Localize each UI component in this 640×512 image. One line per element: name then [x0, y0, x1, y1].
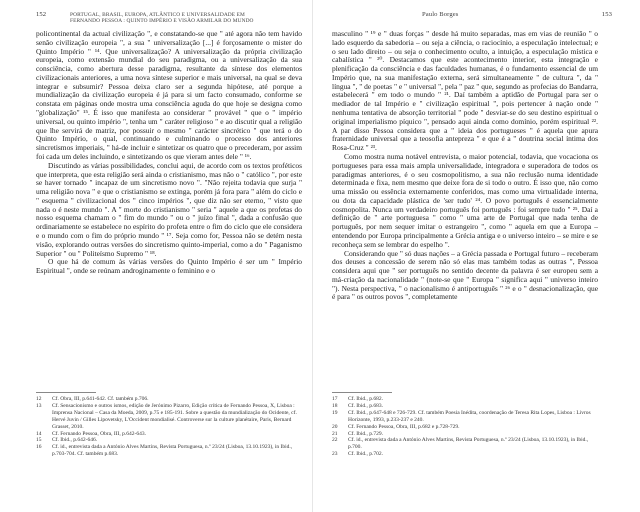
footnote [332, 403, 598, 410]
footnote-text: Cf. Sensacionismo e outros ismos, edição de Jerónimo Pizarro, Edição crítica de Fernando Pessoa, X, Lisboa : Imprensa Nacional – Casa da Moeda, 2009, p.75 e 185-191. Sobre a questão da mundialização do Ocidente, cf. Hervé Juvin / Gilles Lipovetsky, L'Occident mondialisé. Controverse sur la culture planétaire, Paris, Bernard Grasset, 2010. [52, 402, 297, 430]
footnote-text: Cf. id., entrevista dada a António Alves Martins, Revista Portuguesa, n.º 23/24 (Lisboa, 13.10.1923), in Ibid., p.700. [348, 437, 589, 451]
footnote-text: Cf. Fernando Pessoa, Obra, III, p.642-643. [52, 430, 146, 437]
paragraph: Como mostra numa notável entrevista, o maior potencial, todavia, que vocaciona os portugueses para essa mais ampla universalidade, integradora e superadora de todos os paradigmas anteriores, é o seu cosmopolitismo, a sua não reclusão numa identidade determinada e fixa, nem mesmo que deixe fora de si todo o outro. É isso que, não como uma missão ou essência externamente conferidos, mas como uma virtualidade interna, ou dota da capacidade plástica de 'ser tudo' ²⁴. O povo português é essencialmente cosmopolita. Nunca um verdadeiro português foi português : foi sempre tudo " ²⁵. Daí a definição de " arte portuguesa " como " uma arte de Portugal que nada tenha de português, por nem sequer imitar o estrangeiro ", como " aquela em que a Europa – entendendo por Europa principalmente a Grécia antiga e o universo inteiro – se mire e se reconheça sem se lembrar do espelho ". [332, 151, 598, 249]
left-body-text [36, 30, 302, 276]
footnote-number: 15 [36, 437, 42, 444]
footnote-text: Cf. id., entrevista dada a António Alves Martins, Revista Portuguesa, n.º 23/24 (Lisboa, 13.10.1923), in Ibid., p.703-704. Cf. também p.683. [52, 444, 293, 458]
footnote-text: Cf. Ibid., p.729. [348, 430, 383, 437]
footnote [36, 396, 302, 403]
paragraph: Considerando que " só duas nações – a Grécia passada e Portugal futuro – receberam dos deuses a concessão de serem não só elas mas também todas as outras ", Pessoa considera aqui que " ser português no sentido decente da palavra é ser europeu sem a má-criação da nacionalidade " (note-se que " Europa " significa aqui " universo inteiro "). Nesta perspectiva, " o nacionalismo é antiportuguês " ²⁶ e o " desnacionalização, que é para " os outros povos ", completamente [332, 248, 598, 302]
footnote-text: Cf. Ibid., p.702. [348, 451, 383, 458]
footnote-number: 17 [332, 396, 338, 402]
footnote-text: Cf. Ibid., p.642-646. [52, 437, 98, 444]
footnote [332, 424, 598, 431]
footnote-number: 20 [332, 423, 338, 430]
footnote-text: Cf. Ibid., p.682. [348, 396, 383, 402]
footnote [36, 403, 302, 431]
footnote-text: Cf. Obra, III, p.641-642. Cf. também p.706. [52, 396, 149, 402]
left-page [0, 0, 313, 512]
right-page-number: 153 [601, 11, 612, 18]
paragraph: policontinental da actual civilização ", e constatando-se que " até agora não tem havido senão civilização europeia ", a sua " universalização [...] é forçosamente o mister do Quinto Império " ¹⁴. Que universalização? A universalização da própria civilização europeia, como extensão mundial do seu paradigma, ou a universalização da sua consciência, como abertura desse paradigma, resultante da síntese dos elementos civilizacionais anteriores, a uma nova síntese superior e mais universal, na qual se deva integrar e subsumir? Pessoa deixa claro ser a segunda hipótese, até porque a mundialização da civilização europeia é já para si um facto consumado, conforme se constata em páginas onde mostra uma consciência aguda do que hoje se designa como "globalização" ¹⁵. É isso que manifesta ao considerar " provável " que o " império universal, ou quinto império ", tenha um " caráter religioso " e ao discutir qual a religião que lhe servirá de matriz, por possuir o mesmo " carácter sincrético " que terá o do Quinto Império, o qual, continuando e culminando o processo dos anteriores sincretismos imperiais, " há-de incluir e sintetizar os quatro que o precederam, por assim foi cada um deles incluindo, e sintetizando os que vieram antes dele " ¹⁶. [36, 29, 302, 161]
right-running-head: Paulo Borges [422, 11, 459, 18]
footnote [332, 396, 598, 403]
footnote-text: Cf. Fernando Pessoa, Obra, III, p.682 e p.728-729. [348, 423, 460, 430]
footnote [36, 444, 302, 458]
footnote-number: 13 [36, 402, 42, 409]
footnote-number: 18 [332, 402, 338, 409]
left-running-head: PORTUGAL, BRASIL, EUROPA, ATLÂNTICO E UNIVERSALIDADE EM FERNANDO PESSOA : QUINTO IMPÉRIO E VISÃO ARMILAR DO MUNDO [70, 12, 254, 25]
left-page-number: 152 [36, 11, 47, 18]
footnote [332, 437, 598, 451]
footnote-number: 14 [36, 430, 42, 437]
footnote-rule [36, 392, 96, 393]
left-footnotes [36, 396, 302, 458]
footnote-number: 21 [332, 430, 338, 437]
footnote-number: 19 [332, 409, 338, 416]
right-page [322, 0, 634, 512]
footnote-text: Cf. Ibid., p.683. [348, 402, 383, 409]
footnote-number: 23 [332, 451, 338, 458]
footnote-number: 16 [36, 444, 42, 451]
right-body-text [332, 30, 598, 302]
footnote-number: 22 [332, 437, 338, 444]
right-footnotes [332, 396, 598, 458]
footnote [332, 451, 598, 458]
footnote-rule [332, 392, 392, 393]
paragraph: masculino " ¹⁹ e " duas forças " desde há muito separadas, mas em vias de reunião " o lado esquerdo da sabedoria – ou seja a ciência, o raciocínio, a especulação intelectual; e o seu lado direito – ou seja o conhecimento oculto, a intuição, a especulação mística e cabalística " ²⁰. Destacamos que este acontecimento interior, esta integração e plenificação da consciência e das faculdades humanas, é o fundamento essencial de um Império que, na sua manifestação externa, será simultaneamente " de cultura ", da " língua ", " de poetas " e " universal ", pela " paz " que, segundo as profecias do Bandarra, estabelecerá " em todo o mundo " ²¹. Daí também a aptidão de Portugal para ser o mediador de tal Império e " civilização espiritual ", pois pertencer à nação onde " nenhuma tentativa de absorção territorial " pode " desviar-se do seu destino espiritual o original imperialismo píquico ", pensado aqui ainda como domínio, porém espiritual ²². A par disso Pessoa considera que a " ideia dos portugueses " é aquela que apura fraternidade universal que a teosofia antepreza " e que é a " doutrina social íntima dos Rosa-Cruz " ²³. [332, 29, 598, 153]
footnote-number: 12 [36, 396, 42, 402]
footnote-text: Cf. Ibid., p.647-648 e 726-729. Cf. também Poesia Inédita, coordenação de Teresa Rita Lopes, Lisboa : Livros Horizonte, 1993, p.233-237 e 240. [348, 409, 591, 423]
footnote [332, 410, 598, 424]
paragraph: Discutindo as várias possibilidades, conclui aqui, de acordo com os textos proféticos que interpreta, que esta religião será ainda o cristianismo, mas não o " católico ", por este se haver tornado " incapaz de um sincretismo novo ". "Não rejeita todavia que surja " uma religião nova " e que o cristianismo se extinga, porém já fora para " além do ciclo e " esquema " civilizacional dos " cinco impérios ", que diz não ser eterno, " visto que nada o é neste mundo ". A " morte do cristianismo " seria " aquele a que os profetas do nosso esquema chamam o " fim do mundo " ou o " juízo final ", dada a confusão que ordinariamente se estabelece no espírito do profeta entre o fim do ciclo que ele considera e o mundo com o fim do próprio mundo " ¹⁷. Seja como for, Pessoa não se detém nesta visão, explorando outras versões do sincretismo quinto-imperial, como a do " Paganismo Superior " ou " Politeísmo Supremo " ¹⁸. [36, 160, 302, 258]
paragraph: O que há de comum às várias versões do Quinto Império é ser um " Império Espiritual ", onde se reúnam androginamente o feminino e o [36, 257, 302, 276]
